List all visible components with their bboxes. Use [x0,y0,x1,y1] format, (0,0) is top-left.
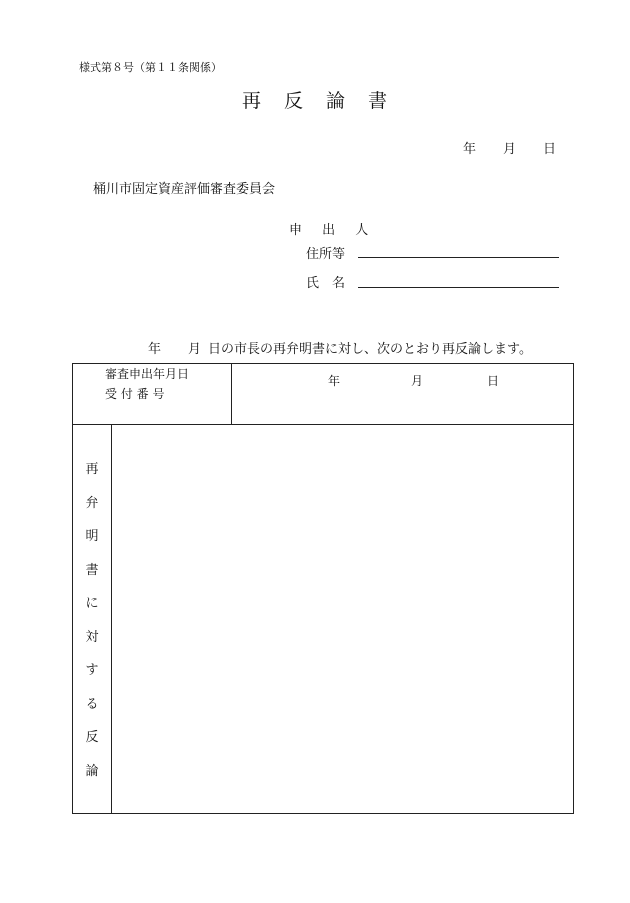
vertical-char: 再 [85,462,99,477]
statement-text: 日の市長の再弁明書に対し、次のとおり再反論します。 [208,342,532,357]
filing-date-label: 審査申出年月日 [105,367,190,381]
vertical-char: 明 [85,529,99,544]
form-number: 様式第８号（第１１条関係） [79,61,222,74]
vertical-char: 対 [85,629,99,645]
vertical-char: 弁 [85,495,99,511]
vertical-char: に [85,596,99,611]
table-date-day: 日 [487,374,500,388]
document-title [0,86,630,113]
vertical-char: 論 [85,763,99,779]
filing-info-cell [73,364,232,425]
address-input-line[interactable] [358,257,559,258]
title-char: 書 [368,90,389,112]
receipt-number-label: 受 付 番 号 [105,387,165,401]
date-year: 年 [463,142,477,157]
date-month: 月 [503,142,517,157]
vertical-char: る [85,696,99,712]
addressee: 桶川市固定資産評価審査委員会 [93,182,276,197]
title-char: 再 [241,90,262,112]
address-label: 住所等 [306,247,346,262]
vertical-char: 反 [85,730,99,745]
rebuttal-content-area[interactable] [112,425,574,814]
title-char: 反 [283,90,304,112]
submission-date [463,138,556,157]
date-day: 日 [543,142,557,157]
vertical-char: す [85,663,99,678]
table-date-month: 月 [411,374,424,388]
rebuttal-label-cell [73,425,112,814]
table-date-year: 年 [328,374,341,388]
filing-date-value-cell[interactable] [232,364,574,425]
statement-line [148,338,532,357]
statement-year: 年 [148,342,162,357]
vertical-char: 書 [85,562,99,578]
applicant-label: 申 出 人 [289,223,377,238]
name-input-line[interactable] [358,287,559,288]
name-label: 氏 名 [306,276,346,291]
rebuttal-table [72,363,574,814]
title-char: 論 [326,90,347,112]
statement-month: 月 [188,342,202,357]
